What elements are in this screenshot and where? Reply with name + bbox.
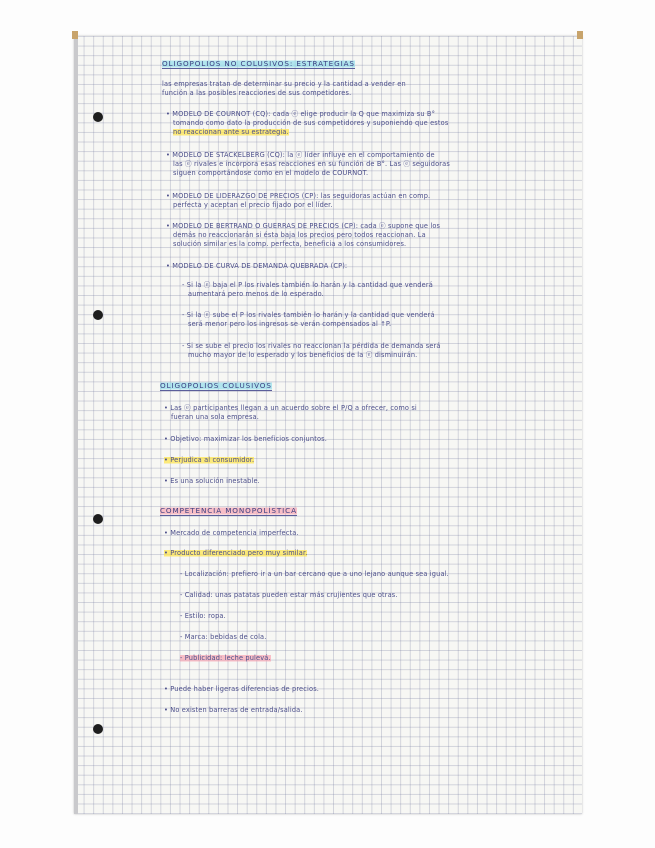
bertrand-line: demás no reaccionarán si ésta baja los precios pero todos reaccionan. La bbox=[173, 231, 426, 239]
colusivos-line: • Objetivo: maximizar los beneficios conjuntos. bbox=[164, 435, 327, 443]
page-tab-mark bbox=[577, 31, 583, 39]
monopolistica-detail-line: - Marca: bebidas de cola. bbox=[180, 633, 267, 641]
colusivos-line: • Perjudica al consumidor. bbox=[164, 456, 255, 464]
curva-detail-line: - Si se sube el precio los rivales no reaccionan la pérdida de demanda será bbox=[182, 342, 441, 350]
cournot-line: • MODELO DE COURNOT (CQ): cada ⓔ elige producir la Q que maximiza su B° bbox=[166, 110, 436, 118]
binder-hole bbox=[93, 724, 103, 734]
binder-hole bbox=[93, 310, 103, 320]
monopolistica-detail-line: - Estilo: ropa. bbox=[180, 612, 226, 620]
section-title-oligopolios-colusivos: OLIGOPOLIOS COLUSIVOS bbox=[160, 381, 272, 390]
monopolistica-line: • No existen barreras de entrada/salida. bbox=[164, 706, 303, 714]
stackelberg-line: siguen comportándose como en el modelo de COURNOT. bbox=[173, 169, 369, 177]
liderazgo-line: • MODELO DE LIDERAZGO DE PRECIOS (CP): las seguidoras actúan en comp. bbox=[166, 192, 431, 200]
liderazgo-line: perfecta y aceptan el precio fijado por el líder. bbox=[173, 201, 333, 209]
monopolistica-detail-line: - Publicidad: leche pulevá. bbox=[180, 654, 271, 662]
monopolistica-line: • Puede haber ligeras diferencias de precios. bbox=[164, 685, 320, 693]
monopolistica-detail-line: - Calidad: unas patatas pueden estar más crujientes que otras. bbox=[180, 591, 398, 599]
stackelberg-line: • MODELO DE STACKELBERG (CQ): la ⓔ líder influye en el comportamiento de bbox=[166, 151, 435, 159]
page-tab-mark bbox=[72, 31, 78, 39]
notebook-sheet bbox=[74, 36, 582, 814]
monopolistica-detail-line: - Localización: prefiero ir a un bar cercano que a uno lejano aunque sea igual. bbox=[180, 570, 449, 578]
monopolistica-line: • Mercado de competencia imperfecta. bbox=[164, 529, 299, 537]
section-title-competencia-monopolistica: COMPETENCIA MONOPOLÍSTICA bbox=[160, 506, 297, 515]
curva-detail-line: - Si la ⓔ sube el P los rivales también lo harán y la cantidad que venderá bbox=[182, 311, 435, 319]
curva-detail-line: será menor pero los ingresos se verán compensados al ↑P. bbox=[188, 320, 392, 328]
cournot-line: no reaccionan ante su estrategia. bbox=[173, 128, 289, 136]
curva-demanda-heading: • MODELO DE CURVA DE DEMANDA QUEBRADA (CP): bbox=[166, 262, 348, 270]
section-title-oligopolios-no-colusivos: OLIGOPOLIOS NO COLUSIVOS: ESTRATEGIAS bbox=[162, 59, 355, 68]
curva-detail-line: mucho mayor de lo esperado y los beneficios de la ⓔ disminuirán. bbox=[188, 351, 418, 359]
binder-hole bbox=[93, 112, 103, 122]
monopolistica-line: • Producto diferenciado pero muy similar. bbox=[164, 549, 308, 557]
stackelberg-line: las ⓔ rivales e incorpora esas reacciones en su función de B°. Las ⓔ seguidoras bbox=[173, 160, 450, 168]
binder-hole bbox=[93, 514, 103, 524]
sheet-edge bbox=[74, 36, 78, 814]
colusivos-line: fueran una sola empresa. bbox=[171, 413, 259, 421]
colusivos-line: • Las ⓔ participantes llegan a un acuerdo sobre el P/Q a ofrecer, como si bbox=[164, 404, 417, 412]
bertrand-line: solución similar es la comp. perfecta, beneficia a los consumidores. bbox=[173, 240, 407, 248]
cournot-line: tomando como dato la producción de sus competidores y suponiendo que estos bbox=[173, 119, 449, 127]
intro-line: las empresas tratan de determinar su precio y la cantidad a vender en bbox=[162, 80, 406, 88]
bertrand-line: • MODELO DE BERTRAND O GUERRAS DE PRECIOS (CP): cada ⓔ supone que los bbox=[166, 222, 441, 230]
intro-line: función a las posibles reacciones de sus competidores. bbox=[162, 89, 352, 97]
curva-detail-line: aumentará pero menos de lo esperado. bbox=[188, 290, 324, 298]
colusivos-line: • Es una solución inestable. bbox=[164, 477, 260, 485]
curva-detail-line: - Si la ⓔ baja el P los rivales también lo harán y la cantidad que venderá bbox=[182, 281, 433, 289]
